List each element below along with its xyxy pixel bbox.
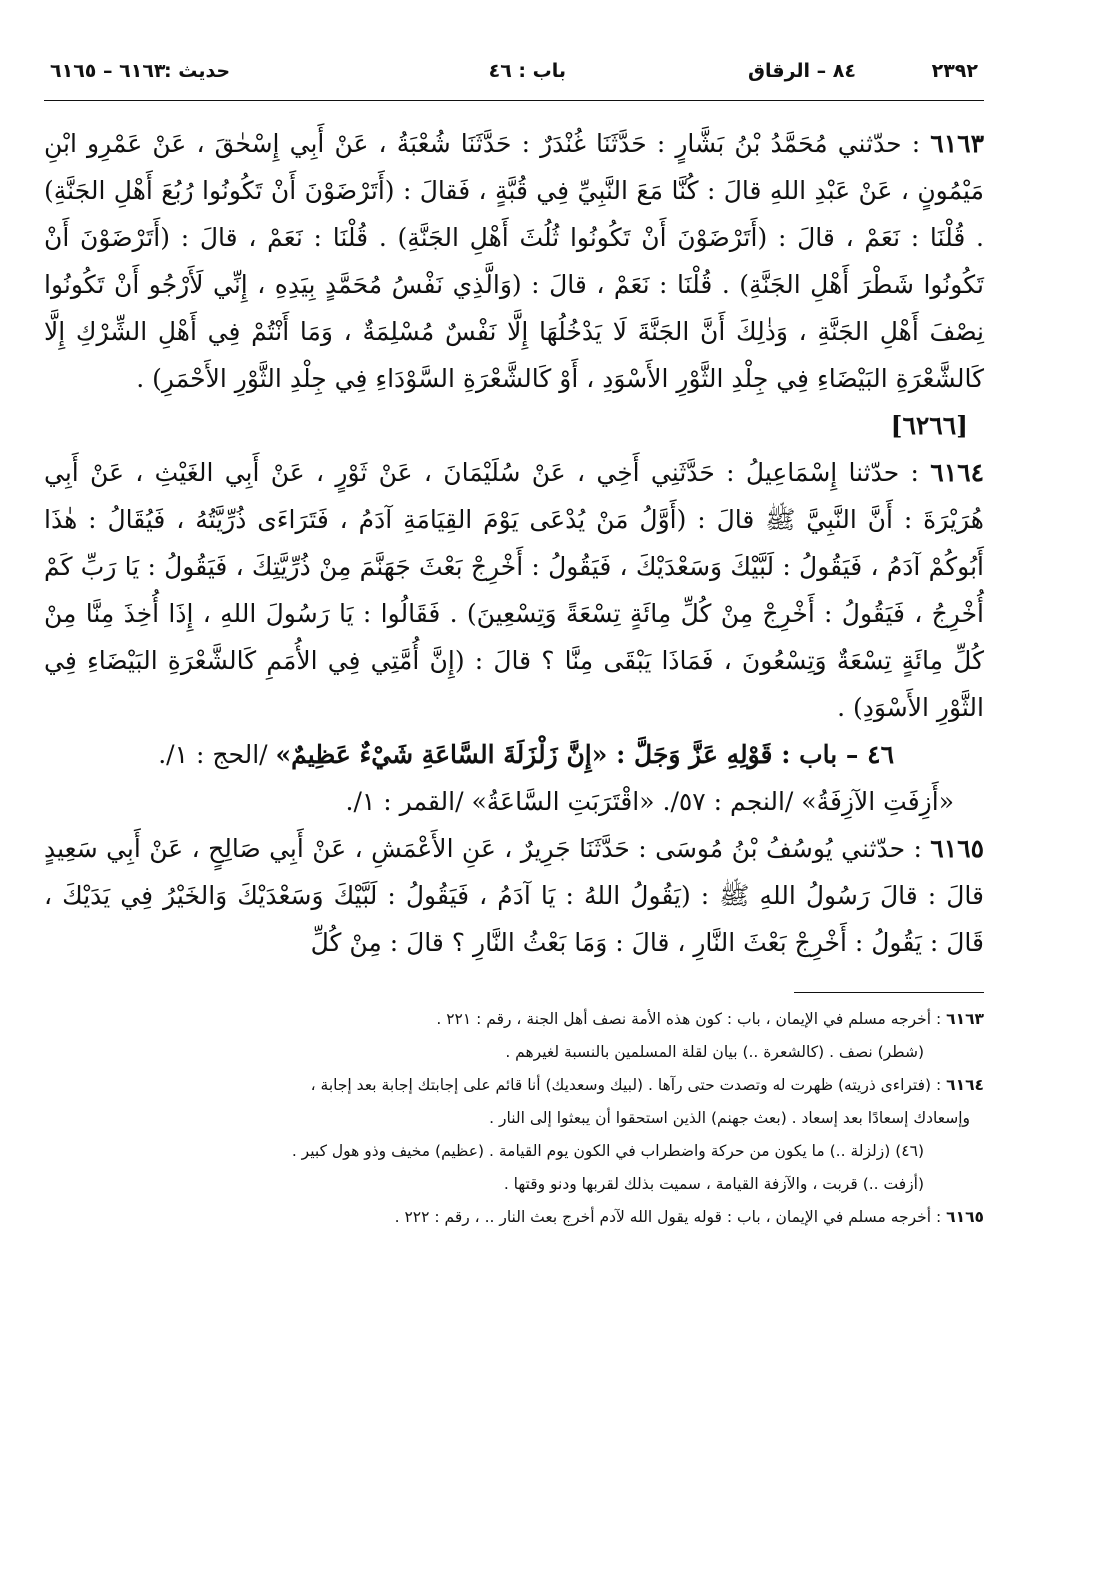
hadith-text: : حدّثنا إِسْمَاعِيلُ : حَدَّثَنِي أَخِي ، عَنْ سُلَيْمَانَ ، عَنْ ثَوْرٍ ، عَنْ أَبِي الغَيْثِ ، عَنْ أَبِي هُرَيْرَةَ : أَنَّ النَّبِيَّ ﷺ قالَ : (أَوَّلُ مَنْ يُدْعَى يَوْمَ القِيَامَةِ آدَمُ ، فَتَرَاءَى ذُرِّيَّتُهُ ، فَيُقَالُ : هٰذَا أَبُوكُمْ آدَمُ ، فَيَقُولُ : لَبَّيْكَ وَسَعْدَيْكَ ، فَيَقُولُ : أَخْرِجْ بَعْثَ جَهَنَّمَ مِنْ ذُرِّيَّتِكَ ، فَيَقُولُ : يَا رَبِّ كَمْ أُخْرِجُ ، فَيَقُولُ : أَخْرِجْ مِنْ كُلِّ مِائَةٍ تِسْعَةً وَتِسْعِينَ) . فَقَالُوا : يَا رَسُولَ اللهِ ، إِذَا أُخِذَ مِنَّا مِنْ كُلِّ مِائَةٍ تِسْعَةٌ وَتِسْعُونَ ، فَمَاذَا يَبْقَى مِنَّا ؟ قالَ : (إِنَّ أُمَّتِي فِي الأُمَمِ كَالشَّعْرَةِ البَيْضَاءِ فِي الثَّوْرِ الأَسْوَدِ) . xyxy=(44,458,984,722)
chapter-heading xyxy=(44,731,984,778)
footnote-6165 xyxy=(44,1201,984,1234)
footnote-6164-cont: وإسعادك إسعادًا بعد إسعاد . (بعث جهنم) الذين استحقوا أن يبعثوا إلى النار . xyxy=(489,1109,970,1127)
footnote-46-line2: (أزفت ..) قربت ، والآزفة القيامة ، سميت بذلك لقربها ودنو وقتها . xyxy=(503,1175,924,1193)
footnote-number: ٦١٦٥ xyxy=(946,1208,984,1226)
footnote-46-line1: (٤٦) (زلزلة ..) ما يكون من حركة واضطراب في الكون يوم القيامة . (عظيم) مخيف وذو هول كبير . xyxy=(291,1142,924,1160)
chapter-verse: قَوْلِهِ عَزَّ وَجَلَّ : «إِنَّ زَلْزَلَةَ السَّاعَةِ شَيْءٌ عَظِيمٌ» xyxy=(275,740,773,769)
chapter-verse-ref: /الحج : ١/. xyxy=(158,740,276,769)
footnote-text: : أخرجه مسلم في الإيمان ، باب : كون هذه الأمة نصف أهل الجنة ، رقم : ٢٢١ . xyxy=(436,1010,947,1028)
hadith-number: ٦١٦٥ xyxy=(930,834,984,863)
hadith-text: : حدّثني يُوسُفُ بْنُ مُوسَى : حَدَّثَنَا جَرِيرٌ ، عَنِ الأَعْمَشِ ، عَنْ أَبِي صَالِحٍ ، عَنْ أَبِي سَعِيدٍ قالَ : قالَ رَسُولُ اللهِ ﷺ : (يَقُولُ اللهُ : يَا آدَمُ ، فَيَقُولُ : لَبَّيْكَ وَسَعْدَيْكَ وَالخَيْرُ فِي يَدَيْكَ ، قَالَ : يَقُولُ : أَخْرِجْ بَعْثَ النَّارِ ، قالَ : وَمَا بَعْثُ النَّارِ ؟ قالَ : مِنْ كُلِّ xyxy=(44,834,984,957)
hadith-label: حديث : xyxy=(164,60,231,82)
footnote-rule xyxy=(794,992,984,993)
header-rule xyxy=(44,100,984,101)
hadith-number: ٦١٦٣ xyxy=(930,129,984,158)
footnote-text: : (فتراءى ذريته) ظهرت له وتصدت حتى رآها . (لبيك وسعديك) أنا قائم على إجابتك إجابة بعد إجابة ، xyxy=(310,1076,947,1094)
hadith-6165 xyxy=(44,825,984,966)
page-number: ٢٣٩٢ xyxy=(931,60,978,82)
hadith-6164 xyxy=(44,449,984,731)
hadith-range: ٦١٦٣ – ٦١٦٥ xyxy=(50,60,166,82)
footnote-number: ٦١٦٣ xyxy=(946,1010,984,1028)
chapter-verses: «أَزِفَتِ الآزِفَةُ» /النجم : ٥٧/. «اقْتَرَبَتِ السَّاعَةُ» /القمر : ١/. xyxy=(345,787,954,816)
running-head xyxy=(44,54,984,94)
book-title: ٨٤ – الرقاق xyxy=(748,60,856,82)
footnotes xyxy=(44,1003,984,1234)
footnote-number: ٦١٦٤ xyxy=(946,1076,984,1094)
hadith-6163 xyxy=(44,120,984,402)
hadith-text: : حدّثني مُحَمَّدُ بْنُ بَشَّارٍ : حَدَّثَنَا غُنْدَرٌ : حَدَّثَنَا شُعْبَةُ ، عَنْ أَبِي إِسْحٰقَ ، عَنْ عَمْرِو ابْنِ مَيْمُونٍ ، عَنْ عَبْدِ اللهِ قالَ : كُنَّا مَعَ النَّبِيِّ فِي قُبَّةٍ ، فَقالَ : (أَتَرْضَوْنَ أَنْ تَكُونُوا رُبُعَ أَهْلِ الجَنَّةِ) . قُلْنَا : نَعَمْ ، قالَ : (أَتَرْضَوْنَ أَنْ تَكُونُوا ثُلُثَ أَهْلِ الجَنَّةِ) . قُلْنَا : نَعَمْ ، قالَ : (أَتَرْضَوْنَ أَنْ تَكُونُوا شَطْرَ أَهْلِ الجَنَّةِ) . قُلْنَا : نَعَمْ ، قالَ : (وَالَّذِي نَفْسُ مُحَمَّدٍ بِيَدِهِ ، إِنِّي لَأَرْجُو أَنْ تَكُونُوا نِصْفَ أَهْلِ الجَنَّةِ ، وَذٰلِكَ أَنَّ الجَنَّةَ لَا يَدْخُلُهَا إِلَّا نَفْسٌ مُسْلِمَةٌ ، وَمَا أَنْتُمْ فِي أَهْلِ الشِّرْكِ إِلَّا كَالشَّعْرَةِ البَيْضَاءِ فِي جِلْدِ الثَّوْرِ الأَسْوَدِ ، أَوْ كَالشَّعْرَةِ السَّوْدَاءِ فِي جِلْدِ الثَّوْرِ الأَحْمَرِ) . xyxy=(44,129,984,393)
book-page xyxy=(44,54,984,1234)
footnote-6163 xyxy=(44,1003,984,1036)
footnote-text: : أخرجه مسلم في الإيمان ، باب : قوله يقول الله لآدم أخرج بعث النار .. ، رقم : ٢٢٢ . xyxy=(394,1208,947,1226)
footnote-6164 xyxy=(44,1069,984,1102)
main-text xyxy=(44,120,984,966)
chapter-label: باب : ٤٦ xyxy=(488,60,566,82)
footnote-6163-note: (شطر) نصف . (كالشعرة ..) بيان لقلة المسلمين بالنسبة لغيرهم . xyxy=(505,1043,924,1061)
cross-reference: [٦٢٦٦] xyxy=(890,411,968,440)
chapter-number: ٤٦ – باب : xyxy=(772,740,894,769)
hadith-number: ٦١٦٤ xyxy=(930,458,984,487)
